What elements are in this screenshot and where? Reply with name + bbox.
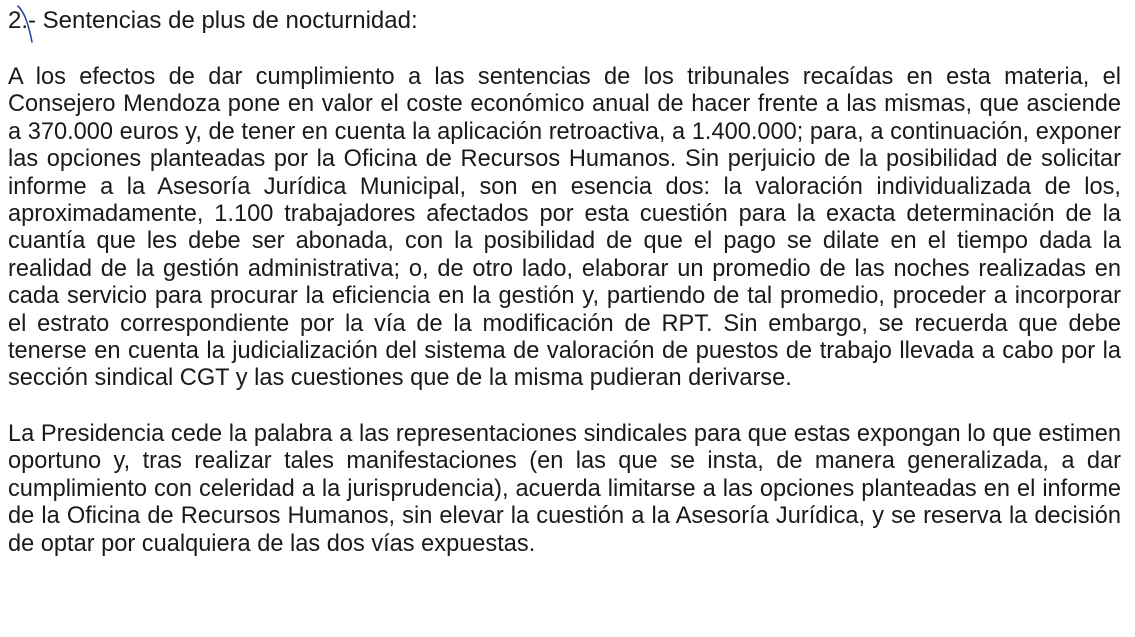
- paragraph-presidencia: La Presidencia cede la palabra a las representaciones sindicales para que estas expongan lo que estimen oportuno y, tras realizar tales manifestaciones (en las que se insta, de manera generalizada, a dar cumplimiento con celeridad a la jurisprudencia), acuerda limitarse a las opciones planteadas en el informe de la Oficina de Recursos Humanos, sin elevar la cuestión a la Asesoría Jurídica, y se reserva la decisión de optar por cualquiera de las dos vías expuestas.: [8, 420, 1121, 557]
- section-heading-text: 2.- Sentencias de plus de nocturnidad:: [8, 7, 418, 34]
- document-page: [8, 6, 1121, 558]
- paragraph-consejero: A los efectos de dar cumplimiento a las sentencias de los tribunales recaídas en esta materia, el Consejero Mendoza pone en valor el coste económico anual de hacer frente a las mismas, que asciende a 370.000 euros y, de tener en cuenta la aplicación retroactiva, a 1.400.000; para, a continuación, exponer las opciones planteadas por la Oficina de Recursos Humanos. Sin perjuicio de la posibilidad de solicitar informe a la Asesoría Jurídica Municipal, son en esencia dos: la valoración individualizada de los, aproximadamente, 1.100 trabajadores afectados por esta cuestión para la exacta determinación de la cuantía que les debe ser abonada, con la posibilidad de que el pago se dilate en el tiempo dada la realidad de la gestión administrativa; o, de otro lado, elaborar un promedio de las noches realizadas en cada servicio para procurar la eficiencia en la gestión y, partiendo de tal promedio, proceder a incorporar el estrato correspondiente por la vía de la modificación de RPT. Sin embargo, se recuerda que debe tenerse en cuenta la judicialización del sistema de valoración de puestos de trabajo llevada a cabo por la sección sindical CGT y las cuestiones que de la misma pudieran derivarse.: [8, 64, 1121, 392]
- section-heading: [8, 6, 1121, 36]
